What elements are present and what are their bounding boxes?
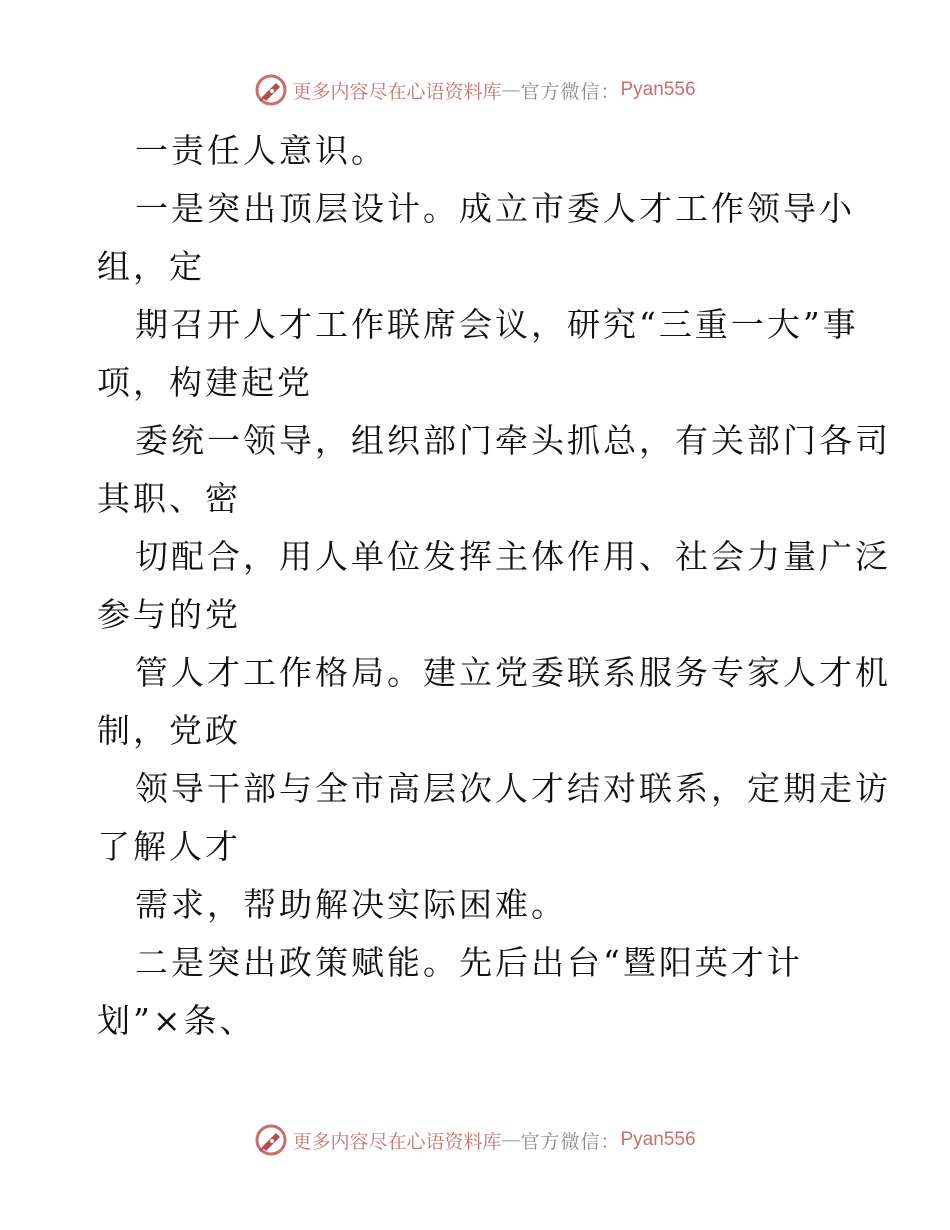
text-line: 了解人才 xyxy=(97,827,241,866)
banner-label: 官方微信： xyxy=(520,80,621,103)
banner-label: 官方微信： xyxy=(520,1130,621,1153)
banner-brand: 更多内容尽在心语资料库 xyxy=(292,80,502,103)
banner-dash: — xyxy=(501,1129,521,1151)
header-banner xyxy=(0,70,950,110)
banner-wechat-id: Pyan556 xyxy=(620,79,696,100)
pen-nib-logo-icon xyxy=(254,73,288,107)
text-line: 期召开人才工作联席会议，研究“三重一大”事 xyxy=(135,305,859,344)
text-line: 领导干部与全市高层次人才结对联系，定期走访 xyxy=(135,769,891,808)
text-line: 二是突出政策赋能。先后出台“暨阳英才计 xyxy=(135,943,803,982)
text-line: 一是突出顶层设计。成立市委人才工作领导小 xyxy=(135,189,855,228)
document-body xyxy=(97,122,891,1050)
banner-dash: — xyxy=(501,79,521,101)
text-line: 一责任人意识。 xyxy=(135,131,387,170)
text-line: 需求，帮助解决实际困难。 xyxy=(135,885,567,924)
text-line: 制，党政 xyxy=(97,711,241,750)
text-line: 划”×条、 xyxy=(97,1001,256,1040)
text-line: 组，定 xyxy=(97,247,205,286)
banner-wechat-id: Pyan556 xyxy=(620,1129,696,1150)
text-line: 切配合，用人单位发挥主体作用、社会力量广泛 xyxy=(135,537,891,576)
pen-nib-logo-icon xyxy=(254,1123,288,1157)
text-line: 参与的党 xyxy=(97,595,241,634)
footer-banner xyxy=(0,1120,950,1160)
text-line: 管人才工作格局。建立党委联系服务专家人才机 xyxy=(135,653,891,692)
text-line: 项，构建起党 xyxy=(97,363,313,402)
text-line: 其职、密 xyxy=(97,479,241,518)
text-line: 委统一领导，组织部门牵头抓总，有关部门各司 xyxy=(135,421,891,460)
banner-brand: 更多内容尽在心语资料库 xyxy=(292,1130,502,1153)
